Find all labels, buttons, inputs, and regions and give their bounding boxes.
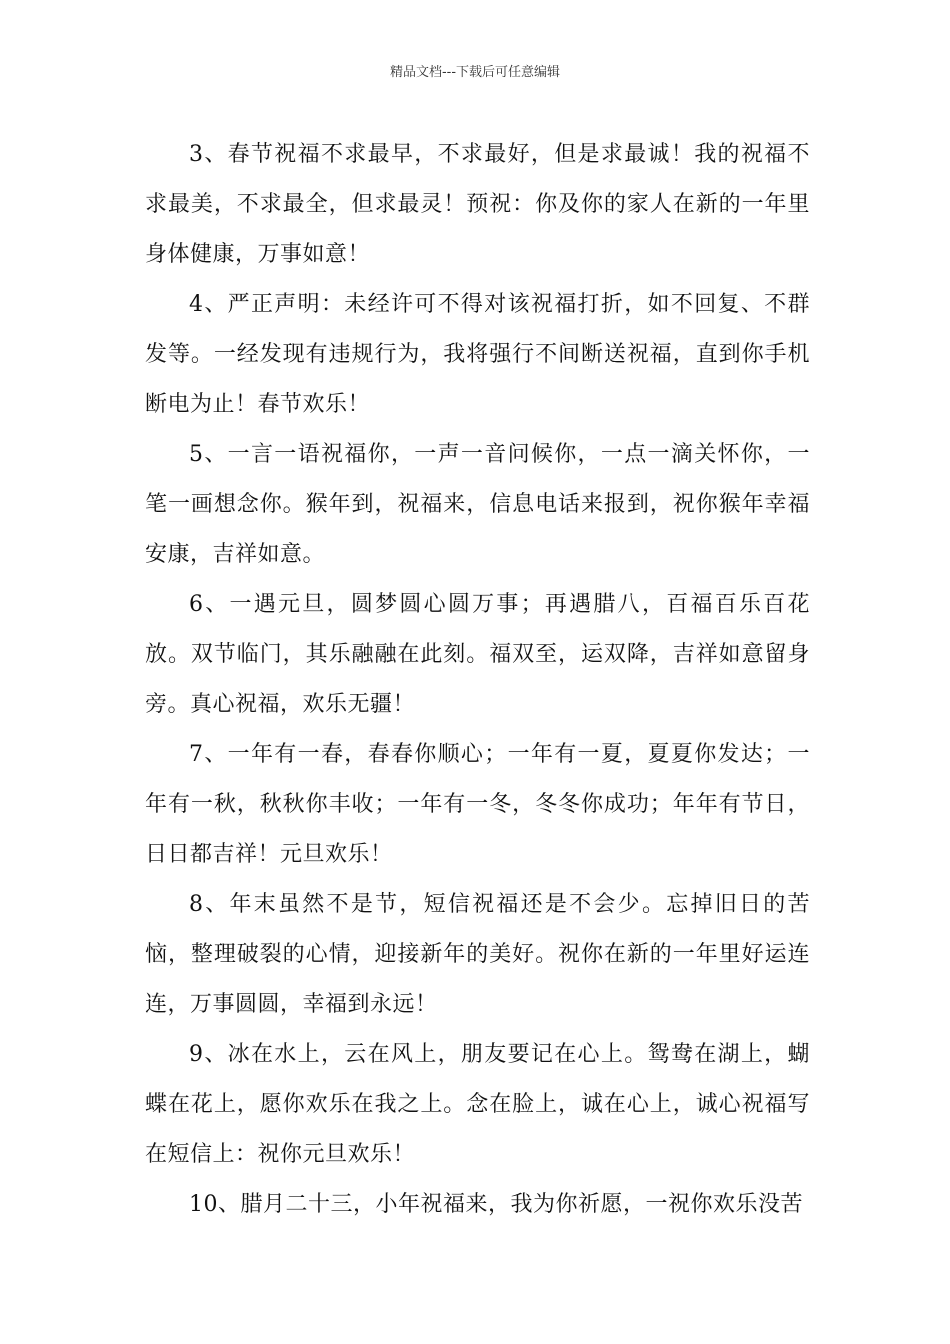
paragraph-9: 9、冰在水上，云在风上，朋友要记在心上。鸳鸯在湖上，蝴蝶在花上，愿你欢乐在我之上。念在脸上，诚在心上，诚心祝福写在短信上：祝你元旦欢乐！	[145, 1042, 810, 1167]
paragraph-5: 5、一言一语祝福你，一声一音问候你，一点一滴关怀你，一笔一画想念你。猴年到，祝福来，信息电话来报到，祝你猴年幸福安康，吉祥如意。	[145, 442, 810, 567]
paragraph-6: 6、一遇元旦，圆梦圆心圆万事；再遇腊八，百福百乐百花放。双节临门，其乐融融在此刻。福双至，运双降，吉祥如意留身旁。真心祝福，欢乐无疆！	[145, 592, 810, 717]
paragraph-8: 8、年末虽然不是节，短信祝福还是不会少。忘掉旧日的苦恼，整理破裂的心情，迎接新年的美好。祝你在新的一年里好运连连，万事圆圆，幸福到永远！	[145, 892, 810, 1017]
paragraph-7: 7、一年有一春，春春你顺心；一年有一夏，夏夏你发达；一年有一秋，秋秋你丰收；一年有一冬，冬冬你成功；年年有节日，日日都吉祥！元旦欢乐！	[145, 742, 810, 867]
paragraph-4: 4、严正声明：未经许可不得对该祝福打折，如不回复、不群发等。一经发现有违规行为，我将强行不间断送祝福，直到你手机断电为止！春节欢乐！	[145, 292, 810, 417]
paragraph-3: 3、春节祝福不求最早，不求最好，但是求最诚！我的祝福不求最美，不求最全，但求最灵！预祝：你及你的家人在新的一年里身体健康，万事如意！	[145, 142, 810, 267]
page-header: 精品文档---下载后可任意编辑	[389, 65, 561, 80]
document-body	[145, 130, 810, 1230]
paragraph-10: 10、腊月二十三，小年祝福来，我为你祈愿，一祝你欢乐没苦	[189, 1192, 803, 1217]
